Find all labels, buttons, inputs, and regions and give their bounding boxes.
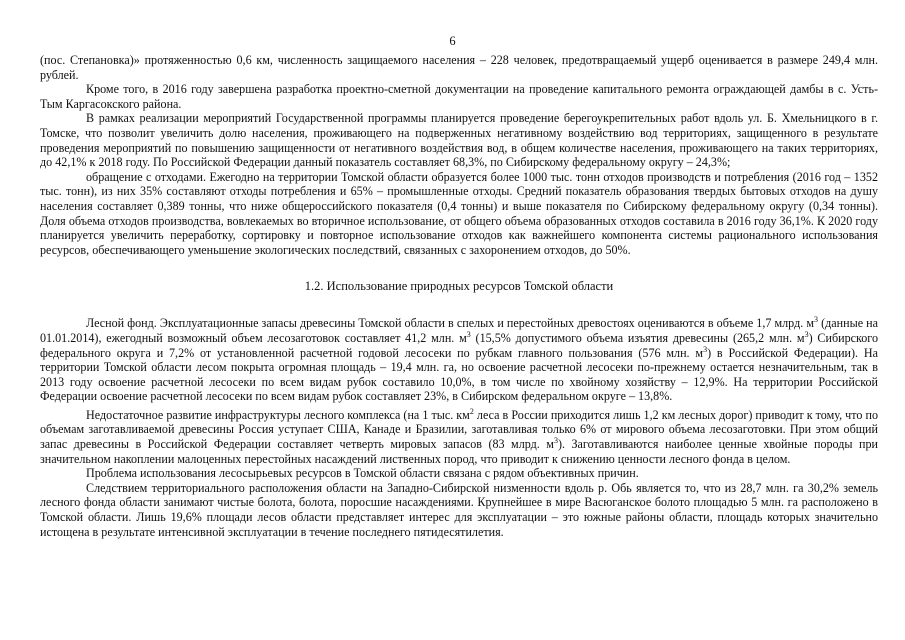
forest-text-5: ) в Российской Федерации). На территории Томской области лесом покрыта огромная площадь – 19,4 млн. га, но освоение расчетной лесосеки по-прежнему остается незначительным, так в 2013 году освоение расчетной лесосеки по всем видам рубок составило 10,0%, в том числе по хвойному хозяйству – 12,9%. На территории Российской Федерации освоение расчетной лесосеки по всем видам рубок составляет 23%, в Сибирском федеральном округе – 13,8%.	[40, 345, 878, 404]
cube-superscript: 3	[703, 344, 708, 354]
cube-superscript: 3	[466, 329, 471, 339]
document-body	[40, 53, 878, 539]
forest-text-3: (15,5% допустимого объема изъятия древесины (265,2 млн. м	[470, 330, 805, 345]
paragraph-dam-repair: Кроме того, в 2016 году завершена разработка проектно-сметной документации на проведение капитального ремонта ограждающей дамбы в с. Усть-Тым Каргасокского района.	[40, 82, 878, 111]
cube-superscript: 3	[814, 315, 818, 325]
infra-text-3: ). Заготавливаются наиболее ценные хвойные породы при значительном накоплении малоценных перестойных насаждений лиственных пород, что приводит к снижению ценности лесного фонда в целом.	[40, 437, 878, 466]
cube-superscript: 3	[553, 436, 558, 446]
page-number: 6	[449, 34, 456, 48]
forest-text-4: ) Сибирского федерального округа и 7,2% от установленной расчетной годовой лесосеки по рубкам главного пользования (576 млн. м	[40, 330, 878, 360]
cube-superscript: 3	[804, 329, 809, 339]
paragraph-waste: обращение с отходами. Ежегодно на территории Томской области образуется более 1000 тыс. тонн отходов производств и потребления (2016 год – 1352 тыс. тонн), из них 35% составляют отходы потребления и 65% – промышленные отходы. Средний показатель образования твердых бытовых отходов на душу населения составляет 0,389 тонны, что ниже общероссийского показателя (0,4 тонны) и выше показателя по Сибирскому федеральному округу (0,34 тонны). Доля объема отходов производства, вовлекаемых во вторичное использование, от общего объема образованных отходов составила в 2016 году 36,1%. К 2020 году планируется увеличить переработку, сортировку и повторное использование отходов как важнейшего компонента системы рационального использования ресурсов, обеспечивающего уменьшение экологических последствий, связанных с захоронением отходов, до 50%.	[40, 169, 878, 257]
forest-text-2: (данные на 01.01.2014), ежегодный возможный объем лесозаготовок составляет 41,2 млн. м	[40, 316, 879, 345]
paragraph-swamps: Следствием территориального расположения области на Западно-Сибирской низменности вдоль р. Обь является то, что из 28,7 млн. га 30,2% земель лесного фонда области занимают чистые болота, болота, поросшие насаждениями. Крупнейшее в мире Васюганское болото площадью 5 млн. га расположено в Томской области. Лишь 19,6% площади лесов области представляет интерес для эксплуатации – это южные районы области, площадь которых значительно истощена в результате интенсивной эксплуатации в течение последнего пятидесятилетия.	[40, 480, 878, 539]
paragraph-forest-fund	[40, 316, 878, 404]
square-superscript: 2	[469, 406, 474, 416]
paragraph-bank-protection: В рамках реализации мероприятий Государственной программы планируется проведение берегоукрепительных работ вдоль ул. Б. Хмельницкого в г. Томске, что позволит увеличить долю населения, проживающего на подверженных негативному воздействию вод территориях, защищенного в результате проведения мероприятий по повышению защищенности от негативного воздействия вод, в общем количестве населения, проживающего на таких территориях, до 42,1% к 2018 году. По Российской Федерации данный показатель составляет 68,3%, по Сибирскому федеральному округу – 24,3%;	[40, 111, 878, 170]
forest-text-1: Лесной фонд. Эксплуатационные запасы древесины Томской области в спелых и перестойных древостоях оцениваются в объеме 1,7 млрд. м	[86, 316, 814, 331]
paragraph-continuation: (пос. Степановка)» протяженностью 0,6 км, численность защищаемого населения – 228 человек, предотвращаемый ущерб оценивается в размере 249,4 млн. рублей.	[40, 53, 878, 82]
infra-text-2: леса в России приходится лишь 1,2 км лесных дорог) приводит к тому, что по объемам заготавливаемой древесины Россия уступает США, Канаде и Бразилии, заготавливая только 6% от мирового объема лесозаготовки. При этом общий запас древесины в Российской Федерации составляет четверть мировых запасов (83 млрд. м	[40, 407, 878, 452]
paragraph-timber-problem: Проблема использования лесосырьевых ресурсов в Томской области связана с рядом объективных причин.	[86, 466, 639, 481]
paragraph-infrastructure	[40, 408, 878, 466]
section-heading: 1.2. Использование природных ресурсов Томской области	[304, 279, 614, 294]
infra-text-1: Недостаточное развитие инфраструктуры лесного комплекса (на 1 тыс. км	[86, 407, 470, 422]
